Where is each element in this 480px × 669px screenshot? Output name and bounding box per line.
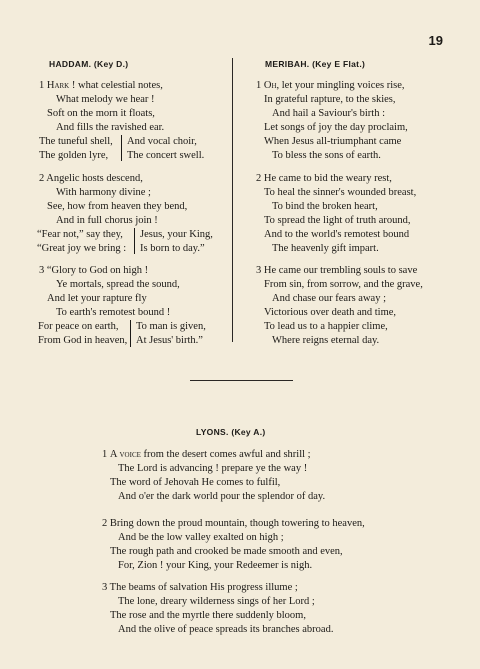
verse-line: 2 Angelic hosts descend,: [39, 173, 143, 184]
verse-line: The rose and the myrtle there suddenly bloom,: [110, 610, 306, 621]
split-left: For peace on earth,: [38, 321, 119, 332]
verse-line: When Jesus all-triumphant came: [264, 136, 402, 147]
verse-line: For, Zion ! your King, your Redeemer is nigh.: [118, 560, 313, 571]
verse-line: 3 The beams of salvation His progress illume ;: [102, 582, 298, 593]
verse-line: And fills the ravished ear.: [56, 122, 165, 133]
verse-line: The lone, dreary wilderness sings of her Lord ;: [118, 596, 315, 607]
split-left: The golden lyre,: [39, 150, 109, 161]
verse-line: And the olive of peace spreads its branches abroad.: [118, 624, 334, 635]
verse-line: And be the low valley exalted on high ;: [118, 532, 284, 543]
verse-line: And to the world's remotest bound: [264, 229, 410, 240]
verse-line: Where reigns eternal day.: [272, 335, 380, 346]
split-left: “Fear not,” say they,: [37, 229, 123, 240]
verse-line: 1 Hark ! what celestial notes,: [39, 80, 163, 91]
split-right: At Jesus' birth.”: [136, 335, 203, 346]
verse-line: 1 Oh, let your mingling voices rise,: [256, 80, 405, 91]
hymn-title-lyons: LYONS. (Key A.): [196, 427, 266, 437]
verse-line: 1 A voice from the desert comes awful and shrill ;: [102, 449, 311, 460]
split-left: “Great joy we bring :: [37, 243, 127, 254]
split-right: The concert swell.: [127, 150, 205, 161]
verse-line: To bind the broken heart,: [272, 201, 378, 212]
verse-line: And o'er the dark world pour the splendor of day.: [118, 491, 326, 502]
split-right: And vocal choir,: [127, 136, 197, 147]
verse-line: The rough path and crooked be made smooth and even,: [110, 546, 343, 557]
verse-line: To heal the sinner's wounded breast,: [264, 187, 417, 198]
split-divider: [134, 228, 135, 254]
verse-line: The Lord is advancing ! prepare ye the way !: [118, 463, 308, 474]
verse-line: To spread the light of truth around,: [264, 215, 411, 226]
verse-line: In grateful rapture, to the skies,: [264, 94, 396, 105]
split-left: The tuneful shell,: [39, 136, 113, 147]
verse-line: Ye mortals, spread the sound,: [56, 279, 180, 290]
verse-line: Soft on the morn it floats,: [47, 108, 155, 119]
verse-line: And chase our fears away ;: [272, 293, 386, 304]
column-divider: [232, 58, 233, 342]
verse-line: With harmony divine ;: [56, 187, 151, 198]
verse-line: 3 “Glory to God on high !: [39, 265, 149, 276]
split-right: Is born to day.”: [140, 243, 205, 254]
verse-line: The word of Jehovah He comes to fulfil,: [110, 477, 281, 488]
page-number: 19: [428, 33, 443, 48]
split-right: Jesus, your King,: [140, 229, 213, 240]
split-divider: [121, 135, 122, 161]
verse-line: What melody we hear !: [56, 94, 155, 105]
split-left: From God in heaven,: [38, 335, 128, 346]
verse-line: To lead us to a happier clime,: [264, 321, 388, 332]
verse-line: 2 Bring down the proud mountain, though towering to heaven,: [102, 518, 365, 529]
verse-line: And hail a Saviour's birth :: [272, 108, 386, 119]
hymn-title-haddam: HADDAM. (Key D.): [49, 59, 129, 69]
verse-line: 2 He came to bid the weary rest,: [256, 173, 392, 184]
split-divider: [130, 320, 131, 347]
verse-line: See, how from heaven they bend,: [47, 201, 188, 212]
verse-line: Victorious over death and time,: [264, 307, 397, 318]
verse-line: 3 He came our trembling souls to save: [256, 265, 418, 276]
verse-line: And in full chorus join !: [56, 215, 158, 226]
verse-line: Let songs of joy the day proclaim,: [264, 122, 408, 133]
verse-line: To earth's remotest bound !: [56, 307, 171, 318]
section-divider: [190, 380, 293, 381]
verse-line: To bless the sons of earth.: [272, 150, 381, 161]
hymn-title-meribah: MERIBAH. (Key E Flat.): [265, 59, 366, 69]
verse-line: And let your rapture fly: [47, 293, 147, 304]
verse-line: The heavenly gift impart.: [272, 243, 379, 254]
verse-line: From sin, from sorrow, and the grave,: [264, 279, 423, 290]
split-right: To man is given,: [136, 321, 206, 332]
